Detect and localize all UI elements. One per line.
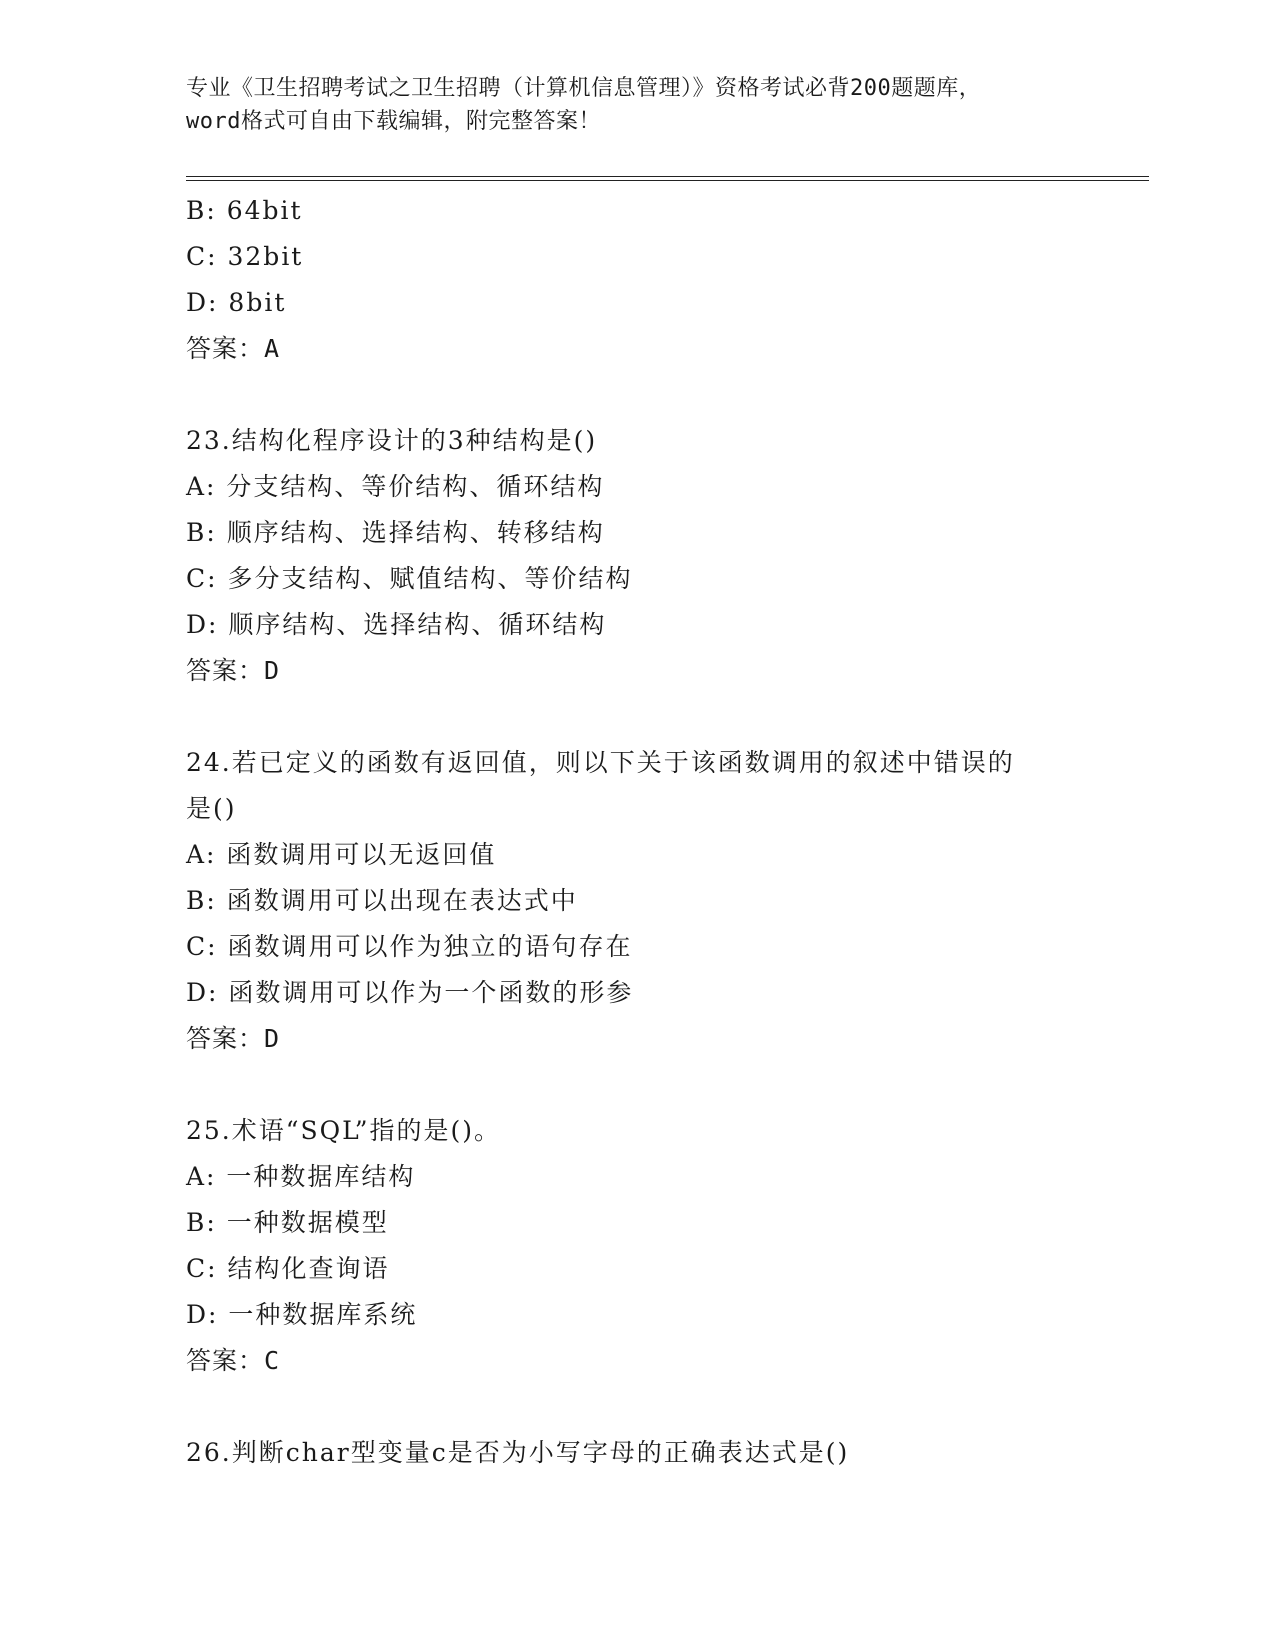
option-c: C: 结构化查询语 <box>186 1254 390 1283</box>
spacer <box>186 372 1086 418</box>
question-stem: 26.判断char型变量c是否为小写字母的正确表达式是() <box>186 1438 850 1467</box>
question-stem: 23.结构化程序设计的3种结构是() <box>186 426 598 455</box>
header-line-1: 专业《卫生招聘考试之卫生招聘（计算机信息管理）》资格考试必背200题题库， <box>186 76 982 101</box>
answer-line: 答案：A <box>186 334 281 363</box>
answer-line: 答案：C <box>186 1346 281 1375</box>
option-a: A: 函数调用可以无返回值 <box>186 840 497 869</box>
header-divider <box>186 176 1149 181</box>
question-25 <box>186 1108 1086 1384</box>
question-22-continued <box>186 188 1086 372</box>
header-line-2: word格式可自由下载编辑，附完整答案！ <box>186 109 601 134</box>
option-b: B: 顺序结构、选择结构、转移结构 <box>186 518 605 547</box>
option-a: A: 一种数据库结构 <box>186 1162 416 1191</box>
question-stem: 25.术语“SQL”指的是()。 <box>186 1116 502 1145</box>
spacer <box>186 694 1086 740</box>
option-b: B: 一种数据模型 <box>186 1208 389 1237</box>
option-d: D: 顺序结构、选择结构、循环结构 <box>186 610 607 639</box>
page-header <box>186 72 1086 138</box>
question-stem-continued: 是() <box>186 794 237 823</box>
option-b: B: 函数调用可以出现在表达式中 <box>186 886 578 915</box>
question-23 <box>186 418 1086 694</box>
option-b: B: 64bit <box>186 196 303 225</box>
option-a: A: 分支结构、等价结构、循环结构 <box>186 472 605 501</box>
spacer <box>186 1384 1086 1430</box>
question-24 <box>186 740 1086 1062</box>
spacer <box>186 1062 1086 1108</box>
question-26 <box>186 1430 1086 1476</box>
option-d: D: 函数调用可以作为一个函数的形参 <box>186 978 634 1007</box>
question-list <box>186 188 1086 1476</box>
option-d: D: 8bit <box>186 288 287 317</box>
answer-line: 答案：D <box>186 656 281 685</box>
option-d: D: 一种数据库系统 <box>186 1300 418 1329</box>
option-c: C: 函数调用可以作为独立的语句存在 <box>186 932 633 961</box>
option-c: C: 32bit <box>186 242 304 271</box>
answer-line: 答案：D <box>186 1024 281 1053</box>
question-stem: 24.若已定义的函数有返回值，则以下关于该函数调用的叙述中错误的 <box>186 748 1015 777</box>
option-c: C: 多分支结构、赋值结构、等价结构 <box>186 564 633 593</box>
